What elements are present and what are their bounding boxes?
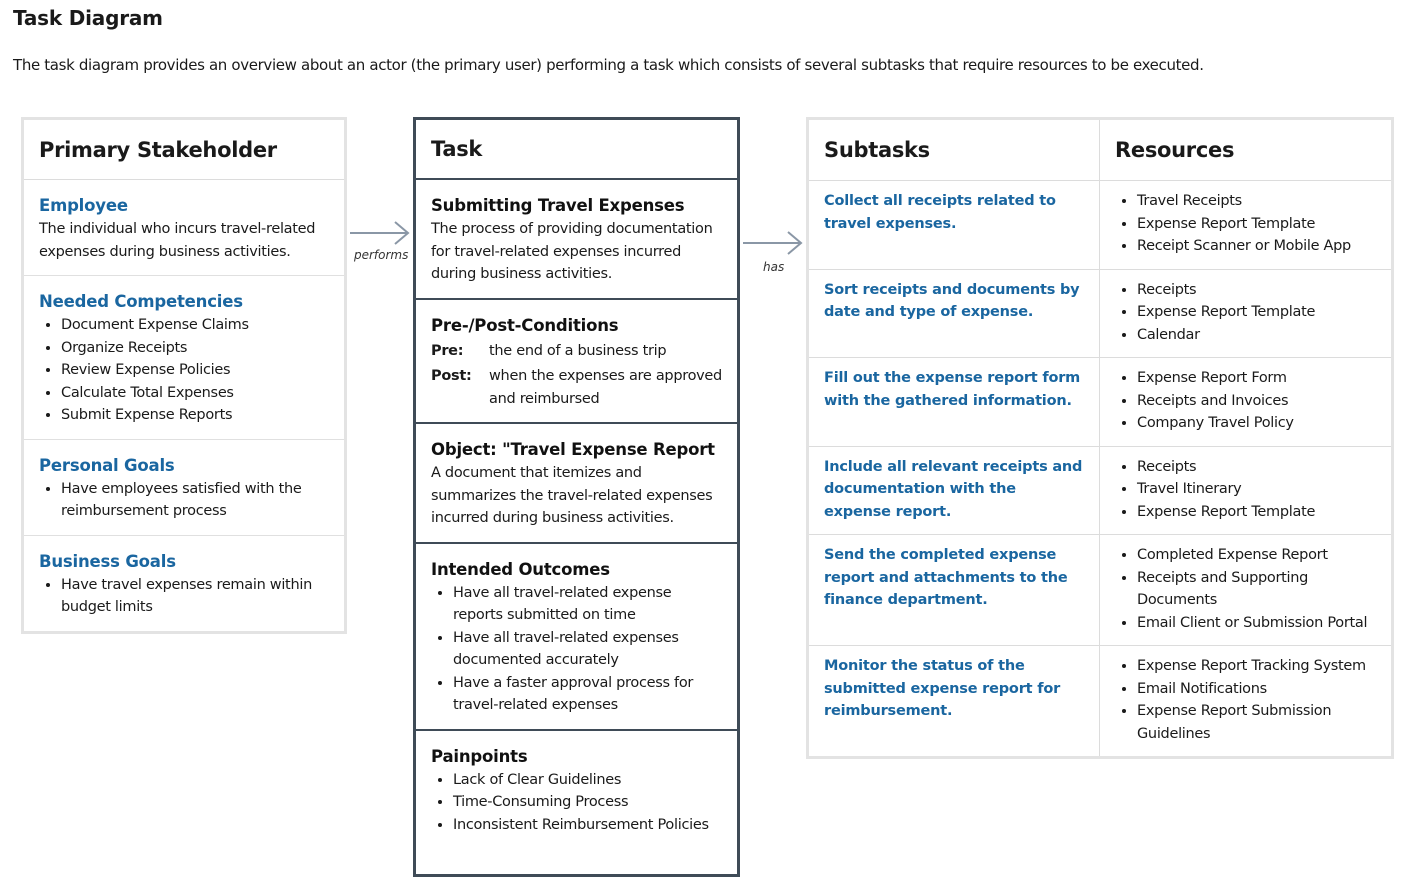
has-arrow-icon bbox=[743, 229, 805, 257]
page-title: Task Diagram bbox=[13, 6, 163, 30]
subtask-text: Collect all receipts related to travel expenses. bbox=[809, 181, 1100, 269]
conditions-section bbox=[416, 300, 737, 425]
resources-list bbox=[1115, 544, 1376, 634]
subtask-text: Sort receipts and documents by date and type of expense. bbox=[809, 270, 1100, 358]
object-section bbox=[416, 424, 737, 544]
resource-item: • Expense Report Template bbox=[1137, 501, 1376, 524]
resources-cell bbox=[1100, 270, 1391, 358]
painpoints-section bbox=[416, 731, 737, 849]
page-intro: The task diagram provides an overview about an actor (the primary user) performing a task which consists of several subtasks that require resources to be executed. bbox=[13, 56, 1204, 74]
resource-item: • Expense Report Template bbox=[1137, 213, 1376, 236]
resources-cell bbox=[1100, 535, 1391, 645]
resource-item: • Calendar bbox=[1137, 324, 1376, 347]
resource-item: • Receipts and Supporting Documents bbox=[1137, 567, 1376, 612]
subtask-row bbox=[809, 270, 1391, 359]
pre-value: the end of a business trip bbox=[489, 342, 667, 359]
resources-cell bbox=[1100, 181, 1391, 269]
resources-list bbox=[1115, 190, 1376, 258]
stakeholder-heading: Primary Stakeholder bbox=[24, 120, 344, 180]
list-item: • Have employees satisfied with the reimbursement process bbox=[61, 478, 329, 523]
resource-item: • Expense Report Template bbox=[1137, 301, 1376, 324]
resources-cell bbox=[1100, 447, 1391, 535]
subtask-row bbox=[809, 181, 1391, 270]
stakeholder-card bbox=[21, 117, 347, 634]
resource-item: • Travel Itinerary bbox=[1137, 478, 1376, 501]
resource-item: • Email Client or Submission Portal bbox=[1137, 612, 1376, 635]
has-label: has bbox=[763, 260, 785, 274]
list-item: • Inconsistent Reimbursement Policies bbox=[453, 814, 722, 837]
painpoints-list bbox=[431, 769, 722, 837]
painpoints-title: Painpoints bbox=[431, 746, 528, 766]
personal-goals-list bbox=[39, 478, 329, 523]
post-label: Post: bbox=[431, 368, 472, 384]
business-goals-list bbox=[39, 574, 329, 619]
list-item: • Submit Expense Reports bbox=[61, 404, 329, 427]
personal-goals-section bbox=[24, 440, 344, 536]
resource-item: • Receipt Scanner or Mobile App bbox=[1137, 235, 1376, 258]
subtask-row bbox=[809, 535, 1391, 646]
resource-item: • Email Notifications bbox=[1137, 678, 1376, 701]
resource-item: • Receipts bbox=[1137, 456, 1376, 479]
post-value: when the expenses are approved and reimbursed bbox=[489, 368, 722, 407]
resources-cell bbox=[1100, 646, 1391, 756]
competencies-section bbox=[24, 276, 344, 440]
competencies-title: Needed Competencies bbox=[39, 292, 243, 311]
post-condition bbox=[431, 365, 722, 410]
object-description: A document that itemizes and summarizes the travel-related expenses incurred during business activities. bbox=[431, 465, 713, 526]
list-item: • Calculate Total Expenses bbox=[61, 382, 329, 405]
role-title: Employee bbox=[39, 196, 128, 215]
performs-label: performs bbox=[354, 248, 409, 262]
list-item: • Time-Consuming Process bbox=[453, 791, 722, 814]
resource-item: • Expense Report Submission Guidelines bbox=[1137, 700, 1376, 745]
object-title: Object: "Travel Expense Report bbox=[431, 440, 715, 459]
outcomes-list bbox=[431, 582, 722, 717]
subtask-text: Include all relevant receipts and documentation with the expense report. bbox=[809, 447, 1100, 535]
subtask-row bbox=[809, 358, 1391, 447]
resource-item: • Expense Report Tracking System bbox=[1137, 655, 1376, 678]
resources-cell bbox=[1100, 358, 1391, 446]
personal-goals-title: Personal Goals bbox=[39, 455, 175, 475]
resource-item: • Company Travel Policy bbox=[1137, 412, 1376, 435]
task-card bbox=[413, 117, 740, 877]
subtask-text: Monitor the status of the submitted expense report for reimbursement. bbox=[809, 646, 1100, 756]
resource-item: • Receipts and Invoices bbox=[1137, 390, 1376, 413]
resource-item: • Expense Report Form bbox=[1137, 367, 1376, 390]
resource-item: • Travel Receipts bbox=[1137, 190, 1376, 213]
task-description: The process of providing documentation for travel-related expenses incurred during business activities. bbox=[431, 221, 713, 282]
task-heading: Task bbox=[416, 120, 737, 180]
outcomes-title: Intended Outcomes bbox=[431, 559, 610, 579]
competencies-list bbox=[39, 314, 329, 427]
subtasks-header bbox=[809, 120, 1391, 181]
subtasks-rows bbox=[809, 181, 1391, 756]
list-item: • Document Expense Claims bbox=[61, 314, 329, 337]
subtask-row bbox=[809, 447, 1391, 536]
subtask-row bbox=[809, 646, 1391, 756]
subtask-text: Send the completed expense report and attachments to the finance department. bbox=[809, 535, 1100, 645]
task-name: Submitting Travel Expenses bbox=[431, 196, 685, 215]
pre-condition bbox=[431, 340, 722, 363]
subtasks-heading: Subtasks bbox=[809, 120, 1100, 180]
list-item: • Organize Receipts bbox=[61, 337, 329, 360]
business-goals-title: Business Goals bbox=[39, 551, 176, 571]
role-section bbox=[24, 180, 344, 276]
resources-heading: Resources bbox=[1115, 138, 1235, 162]
subtask-text: Fill out the expense report form with the gathered information. bbox=[809, 358, 1100, 446]
task-name-section bbox=[416, 180, 737, 300]
resource-item: • Completed Expense Report bbox=[1137, 544, 1376, 567]
resources-list bbox=[1115, 367, 1376, 435]
resources-list bbox=[1115, 655, 1376, 745]
business-goals-section bbox=[24, 536, 344, 631]
list-item: • Lack of Clear Guidelines bbox=[453, 769, 722, 792]
list-item: • Have travel expenses remain within budget limits bbox=[61, 574, 329, 619]
resources-list bbox=[1115, 279, 1376, 347]
resource-item: • Receipts bbox=[1137, 279, 1376, 302]
resources-list bbox=[1115, 456, 1376, 524]
list-item: • Review Expense Policies bbox=[61, 359, 329, 382]
conditions-title: Pre-/Post-Conditions bbox=[431, 315, 619, 335]
outcomes-section bbox=[416, 544, 737, 731]
performs-arrow-icon bbox=[350, 219, 412, 247]
list-item: • Have a faster approval process for travel-related expenses bbox=[453, 672, 722, 717]
list-item: • Have all travel-related expenses documented accurately bbox=[453, 627, 722, 672]
pre-label: Pre: bbox=[431, 342, 464, 359]
role-description: The individual who incurs travel-related expenses during business activities. bbox=[39, 221, 316, 260]
list-item: • Have all travel-related expense reports submitted on time bbox=[453, 582, 722, 627]
subtasks-card bbox=[806, 117, 1394, 759]
